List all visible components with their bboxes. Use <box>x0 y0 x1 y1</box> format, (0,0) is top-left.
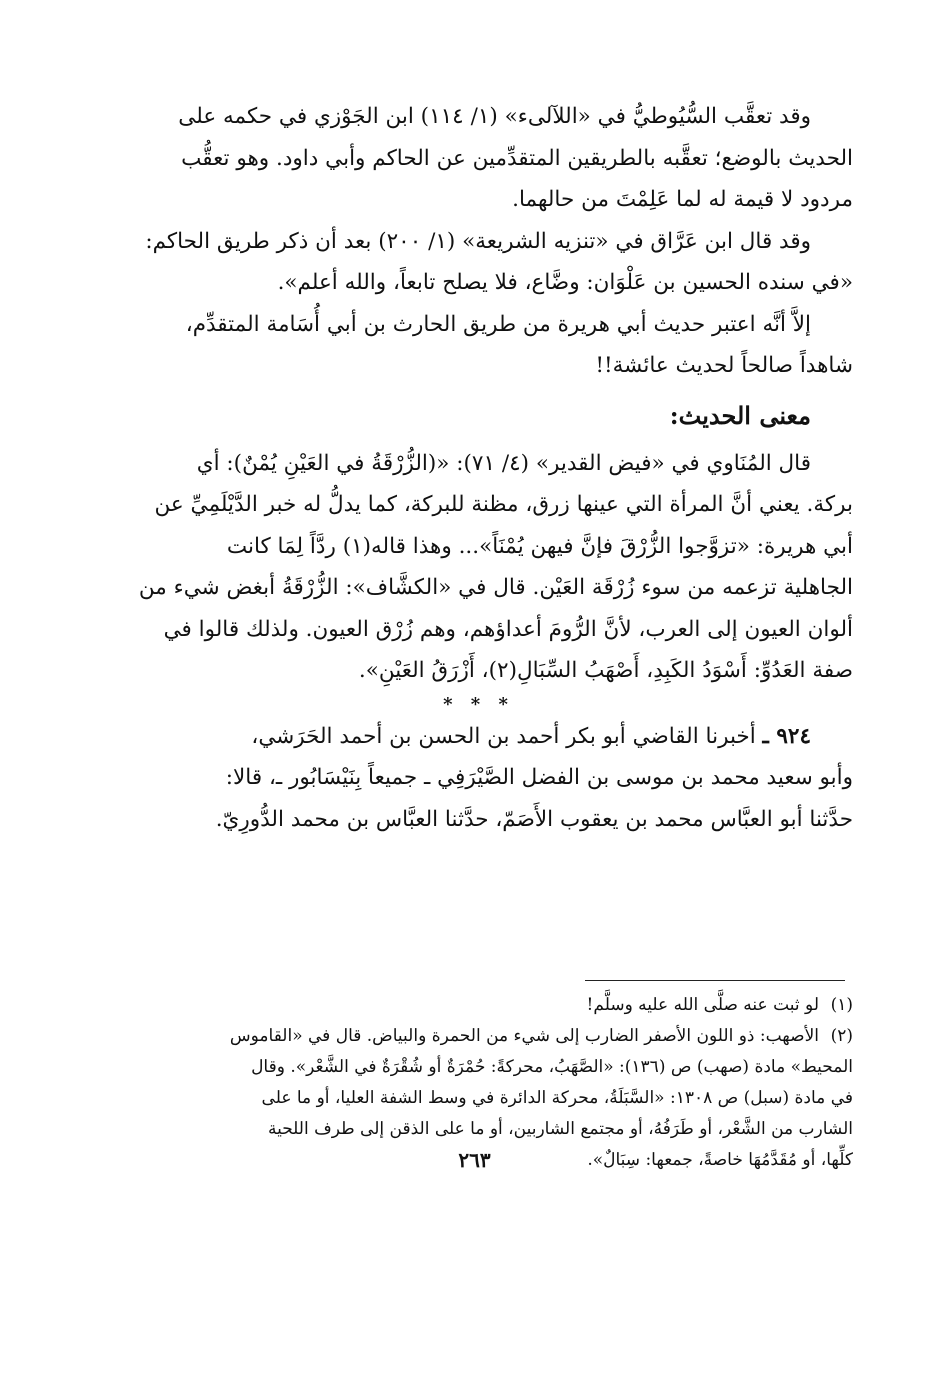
footnote-2-line: الشارب من الشَّعْر، أو طَرَفُهُ، أو مجتمع الشاربين، أو ما على الذقن إلى طرف اللحية <box>267 1119 853 1139</box>
text-line: إلاَّ أنَّه اعتبر حديث أبي هريرة من طريق الحارث بن أبي أُسَامة المتقدِّم، <box>185 311 811 337</box>
paragraph-suyuti-cont <box>104 138 853 221</box>
text-line: ألوان العيون إلى العرب، لأنَّ الرُّومَ أعداؤهم، وهم زُرْق العيون. ولذلك قالوا في <box>163 616 853 642</box>
hadith-number: ٩٢٤ ـ <box>762 723 811 749</box>
footnote-2-line: المحيط» مادة (صهب) ص (١٣٦): «الصَّهَبُ، محركةً: حُمْرَةٌ أو شُقْرَةٌ في الشَّعْر». وقال <box>251 1057 853 1077</box>
footnote-1 <box>104 990 853 1021</box>
text-line: شاهداً صالحاً لحديث عائشة!! <box>595 353 853 378</box>
section-heading: معنى الحديث: <box>669 400 811 430</box>
text-line: حدَّثنا أبو العبَّاس محمد بن يعقوب الأَصَمّ، حدَّثنا العبَّاس بن محمد الدُّورِيّ. <box>215 806 853 832</box>
text-line: الحديث بالوضع؛ تعقَّبه بالطريقين المتقدِّمين عن الحاكم وأبي داود. وهو تعقُّب <box>181 145 853 171</box>
paragraph-suyuti <box>104 96 853 138</box>
footnote-2-label: (٢) <box>830 1026 853 1046</box>
text-line: صفة العَدُوِّ: أَسْوَدُ الكَبِدِ، أَصْهَبُ السِّبَالِ(٢)، أَزْرَقُ العَيْنِ». <box>358 658 853 683</box>
text-line: وأبو سعيد محمد بن موسى بن الفضل الصَّيْرَفِي ـ جميعاً بِنَيْسَابُور ـ، قالا: <box>225 765 853 790</box>
text-line: وقد تعقَّب السُّيُوطيُّ في «اللآلىء» (١/ ١١٤) ابن الجَوْزي في حكمه على <box>178 104 811 129</box>
text-line: «في سنده الحسين بن عَلْوَان: وضَّاع، فلا يصلح تابعاً، والله أعلم». <box>277 270 853 295</box>
footnote-2-line <box>104 1021 853 1052</box>
text-line: بركة. يعني أنَّ المرأة التي عينها زرق، مظنة للبركة، كما يدلُّ له خبر الدَّيْلَمِيِّ عن <box>154 492 853 517</box>
paragraph-ibn-arraq-quote <box>104 262 853 304</box>
text-line: قال المُنَاوي في «فيض القدير» (٤/ ٧١): «(الزُّرْقَةُ في العَيْنِ يُمْنٌ): أي <box>196 450 811 476</box>
footnote-2-line: كلِّها، أو مُقَدَّمُهَا خاصةً، جمعها: سِبَالٌ». <box>587 1150 853 1170</box>
section-separator: * * * <box>443 693 514 715</box>
footnote-1-label: (١) <box>830 995 853 1015</box>
text-line <box>104 716 853 758</box>
text-line: الجاهلية تزعمه من سوء زُرْقَة العَيْن. قال في «الكشَّاف»: الزُّرْقَةُ أبغض شيء من <box>138 575 853 600</box>
text-line-content: أخبرنا القاضي أبو بكر أحمد بن الحسن بن أحمد الحَرَشي، <box>251 723 756 749</box>
footnote-divider <box>585 980 845 981</box>
footnote-2-line: في مادة (سبل) ص ١٣٠٨: «السَّبَلَةُ، محركة الدائرة في وسط الشفة العليا، أو ما على <box>261 1088 853 1108</box>
footnote-2-text: الأصهب: ذو اللون الأصفر الضارب إلى شيء من الحمرة والبياض. قال في «القاموس <box>229 1026 819 1046</box>
page-number: ٢٦٣ <box>458 1148 491 1172</box>
paragraph-hadith-924-cont <box>104 757 853 840</box>
main-text <box>104 96 853 840</box>
paragraph-except <box>104 304 853 346</box>
text-line: وقد قال ابن عَرَّاق في «تنزيه الشريعة» (١/ ٢٠٠) بعد أن ذكر طريق الحاكم: <box>145 228 811 254</box>
text-line: مردود لا قيمة له لما عَلِمْتَ من حالهما. <box>512 187 853 212</box>
paragraph-munawi-cont <box>104 484 853 692</box>
paragraph-except-cont <box>104 345 853 387</box>
text-line: أبي هريرة: «تزوَّجوا الزُّرْقَ فإنَّ فيهن يُمْنَاً»... وهذا قاله(١) ردَّاً لِمَا كانت <box>226 533 853 559</box>
paragraph-munawi <box>104 443 853 485</box>
footnote-1-text: لو ثبت عنه صلَّى الله عليه وسلَّم! <box>586 995 819 1015</box>
paragraph-ibn-arraq <box>104 221 853 263</box>
paragraph-hadith-924 <box>104 716 853 758</box>
